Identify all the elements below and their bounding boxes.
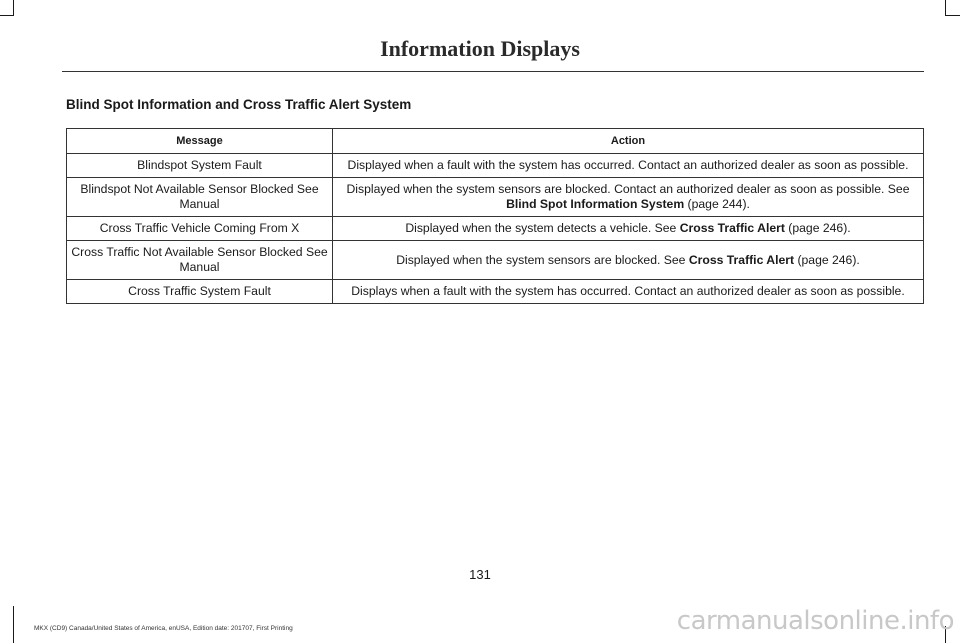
cross-reference-link[interactable]: Cross Traffic Alert xyxy=(679,221,785,235)
page-reference: (page 246). xyxy=(794,252,860,267)
footer-edition-text: MKX (CD9) Canada/United States of America, enUSA, Edition date: 201707, First Printing xyxy=(34,625,293,632)
action-cell xyxy=(333,154,924,178)
table-row xyxy=(67,217,924,241)
message-cell: Blindspot System Fault xyxy=(67,154,333,178)
cross-reference-link[interactable]: Cross Traffic Alert xyxy=(688,252,795,267)
page-number: 131 xyxy=(469,567,491,582)
header-divider xyxy=(62,71,924,72)
message-cell: Cross Traffic Not Available Sensor Blocked See Manual xyxy=(67,241,333,280)
message-cell: Cross Traffic System Fault xyxy=(67,280,333,304)
table-header-row xyxy=(67,129,924,154)
action-cell xyxy=(333,178,924,217)
action-cell xyxy=(333,280,924,304)
crop-mark-top-left xyxy=(13,0,14,16)
action-text: Displays when a fault with the system has occurred. Contact an authorized dealer as soon as possible. xyxy=(351,284,905,298)
crop-mark-top-left-h xyxy=(0,15,14,16)
message-cell: Blindspot Not Available Sensor Blocked See Manual xyxy=(67,178,333,217)
action-cell xyxy=(333,217,924,241)
page-reference: (page 246). xyxy=(784,221,851,235)
table-row xyxy=(67,280,924,304)
crop-mark-top-right xyxy=(945,0,946,16)
action-text: Displayed when the system sensors are blocked. See xyxy=(396,252,689,267)
action-cell xyxy=(333,241,924,280)
table-row xyxy=(67,154,924,178)
action-text: Displayed when a fault with the system has occurred. Contact an authorized dealer as soon as possible. xyxy=(347,158,909,172)
watermark-text: carmanualsonline.info xyxy=(676,606,954,636)
action-text: Displayed when the system sensors are blocked. Contact an authorized dealer as soon as possible. See xyxy=(346,182,910,196)
column-header-message: Message xyxy=(67,129,333,154)
table-row xyxy=(67,178,924,217)
table-row xyxy=(67,241,924,280)
page-header-title: Information Displays xyxy=(380,36,580,61)
message-table xyxy=(66,128,924,304)
action-text: Displayed when the system detects a vehicle. See xyxy=(405,221,680,235)
cross-reference-link[interactable]: Blind Spot Information System xyxy=(506,197,685,211)
crop-mark-top-right-h xyxy=(945,15,960,16)
page-reference: (page 244). xyxy=(684,197,750,211)
message-cell: Cross Traffic Vehicle Coming From X xyxy=(67,217,333,241)
crop-mark-bottom-left xyxy=(13,606,14,643)
section-heading: Blind Spot Information and Cross Traffic Alert System xyxy=(66,97,412,112)
column-header-action: Action xyxy=(333,129,924,154)
